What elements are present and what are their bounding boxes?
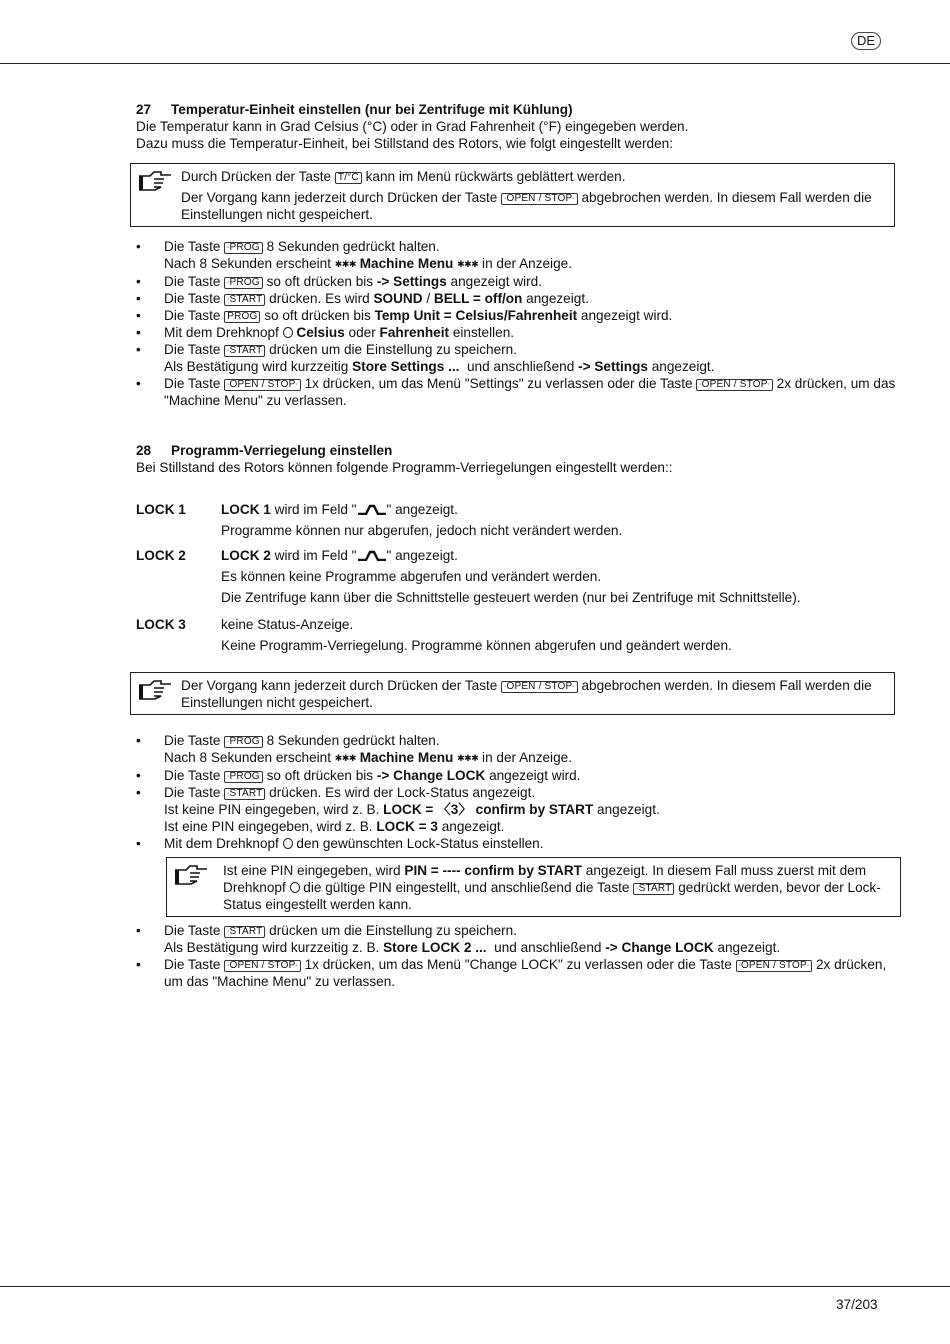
list-item: • Mit dem Drehknopf Celsius oder Fahrenheit einstellen. [136,324,896,341]
steps-list [136,922,896,990]
prog-key: ◦PROG [224,736,263,748]
list-item: • Die Taste ◦START drücken. Es wird der Lock-Status angezeigt. Ist keine PIN eingegeben, wird z. B. LOCK = 〈3〉 confirm by START angezeigt. Ist eine PIN eingegeben, wird z. B. LOCK = 3 angezeigt. [136,784,896,835]
page-number: 37/203 [836,1297,878,1312]
open-stop-key: ◦OPEN / STOP◦ [501,193,578,205]
page-content [136,101,896,990]
list-item: • Die Taste ◦START drücken. Es wird SOUND / BELL = off/on angezeigt. [136,290,896,307]
pointing-hand-icon [173,863,209,885]
prog-key: ◦PROG [224,277,263,289]
language-badge: DE [851,32,881,50]
prog-key: ◦PROG [224,771,263,783]
start-key: ◦START [633,883,674,895]
note-box [130,163,895,227]
lock-3-row: LOCK 3 keine Status-Anzeige. Keine Programm-Verriegelung. Programme können abgerufen und geändert werden. [136,617,732,653]
start-key: ◦START [224,345,265,357]
paragraph: Dazu muss die Temperatur-Einheit, bei Stillstand des Rotors, wie folgt eingestellt werden: [136,136,673,151]
list-item: • Die Taste ◦START drücken um die Einstellung zu speichern. Als Bestätigung wird kurzzeitig z. B. Store LOCK 2 ... und anschließend -> Change LOCK angezeigt. [136,922,896,956]
list-item: • Mit dem Drehknopf den gewünschten Lock-Status einstellen. [136,835,896,852]
open-stop-key: ◦OPEN / STOP◦ [501,681,578,693]
start-key: ◦START [224,294,265,306]
tc-key: T/°C [335,172,362,184]
steps-list [136,732,896,852]
open-stop-key: ◦OPEN / STOP◦ [224,379,301,391]
start-key: ◦START [224,788,265,800]
note-text: Der Vorgang kann jederzeit durch Drücken der Taste ◦OPEN / STOP◦ abgebrochen werden. In diesem Fall werden die Einstellungen nicht gespeichert. [181,190,872,222]
list-item: • Die Taste ◦PROG so oft drücken bis -> Settings angezeigt wird. [136,273,896,290]
lock-symbol-icon [357,504,387,515]
footer-rule [0,1286,950,1287]
section-27-heading: 27 Temperatur-Einheit einstellen (nur bei Zentrifuge mit Kühlung) [136,102,573,117]
list-item: • Die Taste ◦PROG 8 Sekunden gedrückt halten. Nach 8 Sekunden erscheint ✱✱✱ Machine Menu ✱✱✱ in der Anzeige. [136,732,896,767]
steps-list [136,238,896,409]
note-text: Ist eine PIN eingegeben, wird PIN = ---- confirm by START angezeigt. In diesem Fall muss zuerst mit dem Drehknopf die gültige PIN eingestellt, und anschließend die Taste ◦START gedrückt werden, bevor der Lock-Status eingestellt werden kann. [223,863,881,912]
note-text: Durch Drücken der Taste T/°C kann im Menü rückwärts geblättert werden. [181,169,626,184]
pointing-hand-icon [137,169,173,191]
list-item: • Die Taste ◦PROG 8 Sekunden gedrückt halten. Nach 8 Sekunden erscheint ✱✱✱ Machine Menu ✱✱✱ in der Anzeige. [136,238,896,273]
list-item: • Die Taste PROG so oft drücken bis Temp Unit = Celsius/Fahrenheit angezeigt wird. [136,307,896,324]
lock-2-row: LOCK 2 LOCK 2 wird im Feld " " angezeigt. Es können keine Programme abgerufen und verändert werden. Die Zentrifuge kann über die Schnittstelle gesteuert werden (nur bei Zentrifuge mit Schnittstelle). [136,548,801,605]
list-item: • Die Taste ◦START drücken um die Einstellung zu speichern. Als Bestätigung wird kurzzeitig Store Settings ... und anschließend -> Settings angezeigt. [136,341,896,375]
open-stop-key: ◦OPEN / STOP◦ [224,960,301,972]
prog-key: ◦PROG [224,242,263,254]
lock-1-row: LOCK 1 LOCK 1 wird im Feld " " angezeigt. Programme können nur abgerufen, jedoch nicht verändert werden. [136,502,623,538]
rotary-knob-icon [283,838,293,849]
lock-symbol-icon [357,550,387,561]
inner-note-box [166,857,901,917]
header-rule [0,63,950,64]
note-text: Der Vorgang kann jederzeit durch Drücken der Taste ◦OPEN / STOP◦ abgebrochen werden. In diesem Fall werden die Einstellungen nicht gespeichert. [181,678,872,710]
rotary-knob-icon [290,882,300,893]
note-box [130,672,895,715]
paragraph: Die Temperatur kann in Grad Celsius (°C) oder in Grad Fahrenheit (°F) eingegeben werden. [136,119,689,134]
pointing-hand-icon [137,678,173,700]
prog-key: PROG [224,311,260,323]
open-stop-key: ◦OPEN / STOP◦ [696,379,773,391]
list-item: • Die Taste ◦PROG so oft drücken bis -> Change LOCK angezeigt wird. [136,767,896,784]
section-28-heading: 28 Programm-Verriegelung einstellen [136,443,393,458]
rotary-knob-icon [283,327,293,338]
list-item: • Die Taste ◦OPEN / STOP◦ 1x drücken, um das Menü "Change LOCK" zu verlassen oder die Taste ◦OPEN / STOP◦ 2x drücken, um das "Machine Menu" zu verlassen. [136,956,896,990]
open-stop-key: ◦OPEN / STOP◦ [736,960,813,972]
list-item: • Die Taste ◦OPEN / STOP◦ 1x drücken, um das Menü "Settings" zu verlassen oder die Taste ◦OPEN / STOP◦ 2x drücken, um das "Machine Menu" zu verlassen. [136,375,896,409]
start-key: ◦START [224,926,265,938]
paragraph: Bei Stillstand des Rotors können folgende Programm-Verriegelungen eingestellt werden:: [136,460,673,475]
